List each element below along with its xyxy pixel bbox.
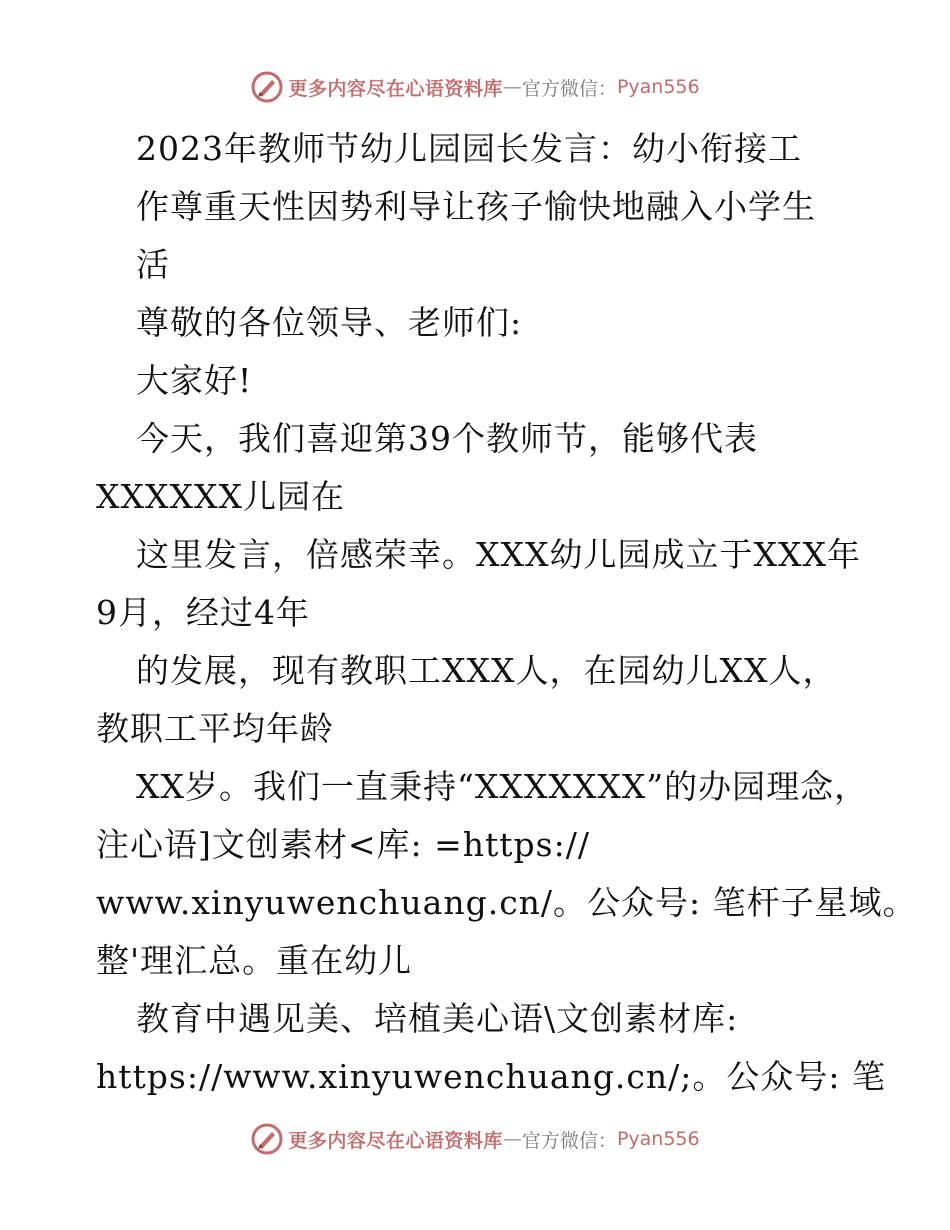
header-watermark-banner [0, 70, 950, 104]
text-line: www.xinyuwenchuang.cn/。公众号: 笔杆子星域。 [96, 883, 917, 922]
pen-logo-icon [250, 70, 284, 104]
text-line: 尊敬的各位领导、老师们: [136, 303, 523, 342]
text-line: 这里发言，倍感荣幸。XXX幼儿园成立于XXX年 [136, 535, 861, 574]
text-line: 活 [136, 245, 170, 284]
text-line: 作尊重天性因势利导让孩子愉快地融入小学生 [136, 187, 816, 226]
text-line: 2023年教师节幼儿园园长发言：幼小衔接工 [136, 129, 802, 168]
text-line: 教育中遇见美、培植美心语\文创素材库: [136, 999, 739, 1038]
text-line: 今天，我们喜迎第39个教师节，能够代表 [136, 419, 758, 458]
text-line: 教职工平均年龄 [96, 709, 334, 748]
banner-separator: — [502, 1128, 522, 1150]
text-line: 注心语]文创素材<库: =https:// [96, 825, 590, 864]
text-line: https://www.xinyuwenchuang.cn/;。公众号: 笔 [96, 1057, 886, 1096]
pen-logo-icon [250, 1122, 284, 1156]
banner-separator: — [502, 76, 522, 98]
text-line: 整'理汇总。重在幼儿 [96, 941, 413, 980]
document-body [96, 120, 917, 1106]
text-line: 的发展，现有教职工XXX人，在园幼儿XX人， [136, 651, 837, 690]
banner-official-label: 官方微信： [521, 77, 617, 100]
banner-brand-text: 更多内容尽在心语资料库 [288, 1129, 503, 1152]
banner-brand-text: 更多内容尽在心语资料库 [288, 77, 503, 100]
text-line: 大家好! [136, 361, 253, 400]
banner-account-id: Pyan556 [616, 76, 700, 98]
banner-account-id: Pyan556 [616, 1128, 700, 1150]
text-line: XXXXXX儿园在 [96, 477, 345, 516]
footer-watermark-banner [0, 1122, 950, 1156]
text-line: XX岁。我们一直秉持“XXXXXXX”的办园理念， [136, 767, 869, 806]
banner-official-label: 官方微信： [521, 1129, 617, 1152]
text-line: 9月，经过4年 [96, 593, 310, 632]
